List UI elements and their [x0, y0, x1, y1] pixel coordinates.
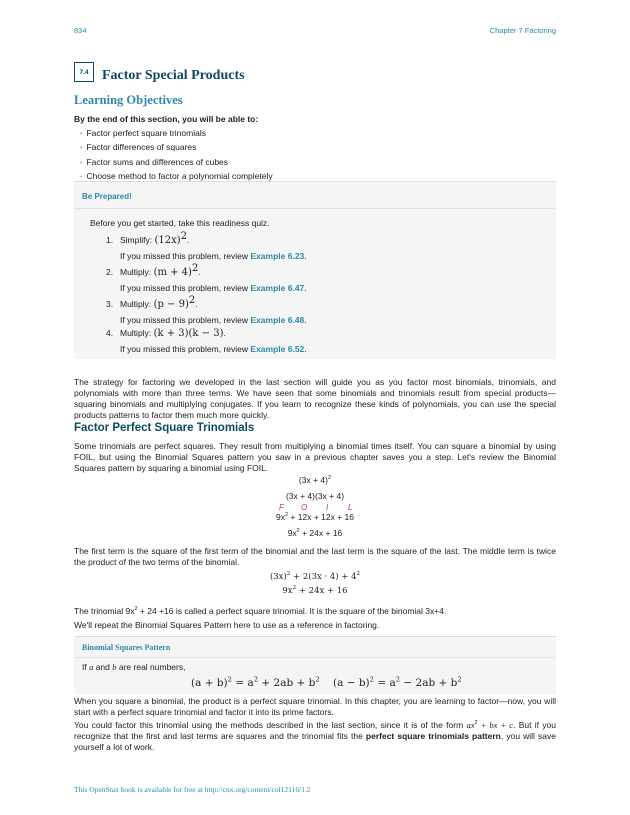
quiz-item: 2. Multiply: $(m + 4)^2$. — [106, 263, 201, 278]
bullet-icon: • — [80, 131, 83, 138]
example-link[interactable]: Example 6.52 — [250, 344, 305, 354]
foil-step-3: $9x^2 + 12x + 12x + 16$ — [276, 512, 354, 522]
foil-letter: F — [279, 503, 284, 512]
objective-item: • Choose method to factor a polynomial completely — [80, 171, 273, 182]
objective-item: • Factor sums and differences of cubes — [80, 156, 229, 167]
quiz-item: 3. Multiply: $(p - 9)^2$. — [106, 295, 198, 310]
repeat-sentence: We'll repeat the Binomial Squares Pattern here to use as a reference in factoring. — [74, 620, 380, 630]
square-of-sum-formula: $(a + b)^2 = a^2 + 2ab + b^2$ — [191, 675, 320, 689]
page-header — [74, 26, 556, 38]
objective-item: • Factor differences of squares — [80, 142, 197, 153]
be-prepared-box — [74, 181, 556, 359]
bullet-icon: • — [80, 159, 83, 167]
when-paragraph: When you square a binomial, the product is a perfect square trinomial. In this chapter, you are learning to factor—now, you will start with a perfect square trinomial and factor it into its prime factors. — [74, 696, 556, 717]
divider — [74, 208, 556, 209]
last-paragraph: You could factor this trinomial using the methods described in the last section, since it is of the form $ax^2$ + bx + c. But if you recognize that the first and last terms are squares and the trinomial fits the perfect square trinomials pattern, you will save yourself a lot of work. — [74, 720, 556, 752]
learning-objectives-intro: By the end of this section, you will be able to: — [74, 114, 259, 124]
page-footer: This OpenStax book is available for free at http://cnx.org/content/col12116/1.2 — [74, 785, 311, 794]
foil-step-2: (3x + 4)(3x + 4) — [285, 491, 345, 501]
quiz-item: 1. Simplify: $(12x)^2$. — [106, 231, 190, 246]
square-expansion: $(3x)^2 + 2(3x \cdot 4) + 4^2$ — [269, 571, 361, 582]
binomial-squares-title: Binomial Squares Pattern — [82, 643, 171, 652]
foil-letter: O — [301, 503, 308, 512]
example-link[interactable]: Example 6.23 — [250, 251, 305, 261]
learning-objectives-title: Learning Objectives — [74, 93, 183, 107]
pst-paragraph: Some trinomials are perfect squares. They result from multiplying a binomial times itself. You can square a binomial by using FOIL, but using the Binomial Squares pattern you saw in a previous chapter saves you a step. Let's review the Binomial Squares pattern by squaring a binomial using FOIL. — [74, 441, 556, 473]
bullet-icon: • — [80, 145, 83, 153]
quiz-item: 4. Multiply: (k + 3)(k − 3). — [106, 328, 226, 339]
divider — [74, 657, 556, 658]
binomial-squares-condition: If a and b are real numbers, — [82, 662, 186, 672]
chapter-label: Chapter 7 Factoring — [489, 26, 556, 35]
section-title: Factor Special Products — [102, 68, 245, 83]
be-prepared-intro: Before you get started, take this readiness quiz. — [90, 218, 270, 228]
square-of-difference-formula: $(a - b)^2 = a^2 - 2ab + b^2$ — [333, 675, 462, 689]
quiz-hint: If you missed this problem, review Example 6.52. — [120, 344, 307, 354]
foil-letter: I — [326, 503, 329, 512]
quiz-hint: If you missed this problem, review Example 6.23. — [120, 251, 307, 261]
intro-paragraph: The strategy for factoring we developed in the last section will guide you as you factor most binomials, trinomials, and polynomials with more than three terms. We have seen that some binomials and trinomials result from special products—squaring binomials and multiplying conjugates. If you learn to recognize these kinds of polynomials, you can use the special products patterns to factor them much more quickly. — [74, 377, 556, 420]
be-prepared-title: Be Prepared! — [82, 192, 132, 201]
foil-step-1: $(3x + 4)^2$ — [298, 475, 332, 485]
binomial-squares-box — [74, 636, 556, 694]
example-link[interactable]: Example 6.48 — [250, 315, 305, 325]
section-number-badge: 7.4 — [74, 62, 94, 82]
example-link[interactable]: Example 6.47 — [250, 283, 305, 293]
subsection-heading: Factor Perfect Square Trinomials — [74, 422, 255, 434]
objective-item: • Factor perfect square trinomials — [80, 128, 206, 138]
trinomial-sentence: The trinomial $9x^2 + 24 +16$ is called a perfect square trinomial. It is the square of the binomial 3x+4. — [74, 606, 447, 616]
first-term-paragraph: The first term is the square of the first term of the binomial and the last term is the square of the last. The middle term is twice the product of the two terms of the binomial. — [74, 546, 556, 567]
foil-letter: L — [348, 503, 353, 512]
square-result: $9x^2 + 24x + 16$ — [282, 585, 348, 596]
quiz-hint: If you missed this problem, review Example 6.47. — [120, 283, 307, 293]
quiz-hint: If you missed this problem, review Example 6.48. — [120, 315, 307, 325]
foil-step-4: $9x^2 + 24x + 16$ — [287, 528, 343, 538]
section-heading — [74, 62, 556, 88]
bullet-icon: • — [80, 174, 83, 182]
page-number: 834 — [74, 26, 87, 35]
learning-objectives-list — [80, 127, 273, 185]
